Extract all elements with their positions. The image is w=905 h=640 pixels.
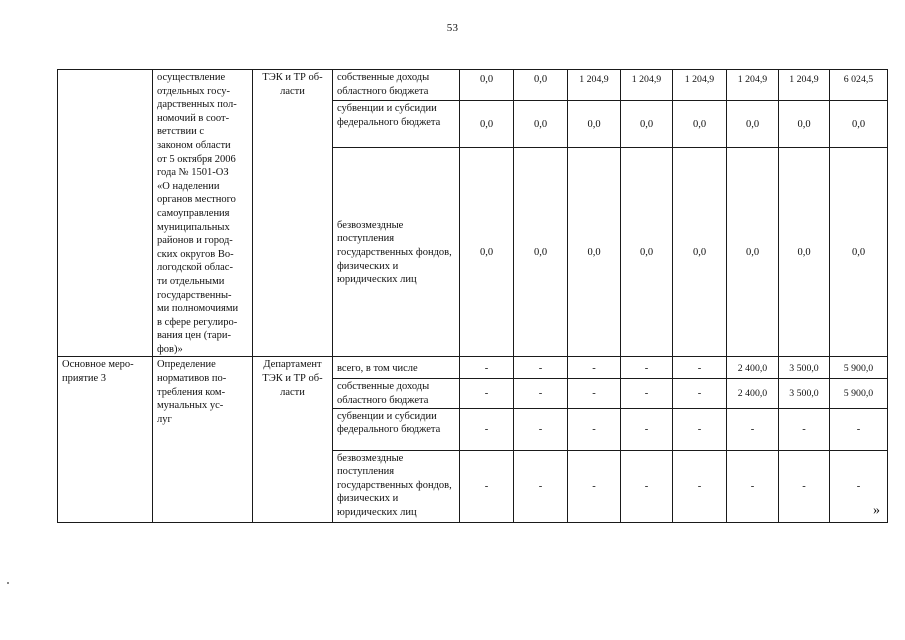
- value-cell: -: [514, 379, 568, 408]
- funding-source-cell: безвозмездные поступления государственных фондов, физических и юридических лиц: [333, 450, 460, 522]
- value-cell: -: [514, 357, 568, 379]
- value-cell: 0,0: [621, 148, 673, 357]
- value-cell: 0,0: [568, 148, 621, 357]
- value-cell: 0,0: [514, 101, 568, 148]
- value-cell: 1 204,9: [727, 70, 779, 101]
- value-cell: -: [779, 450, 830, 522]
- budget-table: [57, 69, 888, 523]
- funding-source-cell: субвенции и субсидии федерального бюджета: [333, 101, 460, 148]
- value-cell: -: [460, 379, 514, 408]
- executor-cell: Департамент ТЭК и ТР об- ласти: [253, 357, 333, 522]
- value-cell: 3 500,0: [779, 357, 830, 379]
- value-cell: -: [621, 450, 673, 522]
- activity-name-cell: [58, 70, 153, 357]
- value-cell: 1 204,9: [779, 70, 830, 101]
- value-cell: -: [830, 408, 888, 450]
- value-cell: 2 400,0: [727, 357, 779, 379]
- value-cell: 0,0: [727, 148, 779, 357]
- margin-dot: [7, 582, 9, 584]
- value-cell: 0,0: [727, 101, 779, 148]
- value-cell: 1 204,9: [621, 70, 673, 101]
- value-cell: -: [779, 408, 830, 450]
- value-cell: -: [673, 379, 727, 408]
- value-cell: -: [673, 450, 727, 522]
- value-cell: 6 024,5: [830, 70, 888, 101]
- value-cell: -: [830, 450, 888, 522]
- value-cell: 3 500,0: [779, 379, 830, 408]
- value-cell: 0,0: [830, 101, 888, 148]
- value-cell: 0,0: [673, 148, 727, 357]
- funding-source-cell: собственные доходы областного бюджета: [333, 70, 460, 101]
- value-cell: -: [568, 379, 621, 408]
- value-cell: -: [514, 408, 568, 450]
- activity-description-cell: осуществление отдельных госу- дарственных пол- номочий в соот- ветствии с законом области от 5 октября 2006 года № 1501-ОЗ «О наделении органов местного самоуправления муниципальных районов и город- ских округов Во- логодской облас- ти отдельными государственны- ми полномочиями в сфере регулиро- вания цен (тари- фов)»: [153, 70, 253, 357]
- value-cell: 1 204,9: [568, 70, 621, 101]
- value-cell: -: [727, 408, 779, 450]
- page-number: 53: [446, 22, 459, 34]
- value-cell: -: [621, 408, 673, 450]
- value-cell: 0,0: [830, 148, 888, 357]
- funding-source-cell: субвенции и субсидии федерального бюджета: [333, 408, 460, 450]
- value-cell: -: [460, 408, 514, 450]
- value-cell: 0,0: [568, 101, 621, 148]
- activity-name-cell: Основное меро- приятие 3: [58, 357, 153, 522]
- value-cell: 5 900,0: [830, 357, 888, 379]
- value-cell: -: [673, 357, 727, 379]
- value-cell: 5 900,0: [830, 379, 888, 408]
- value-cell: -: [727, 450, 779, 522]
- value-cell: -: [568, 450, 621, 522]
- value-cell: 0,0: [514, 148, 568, 357]
- value-cell: 0,0: [779, 101, 830, 148]
- value-cell: 2 400,0: [727, 379, 779, 408]
- value-cell: -: [514, 450, 568, 522]
- value-cell: 0,0: [779, 148, 830, 357]
- value-cell: 0,0: [460, 70, 514, 101]
- value-cell: -: [568, 408, 621, 450]
- table-row: [58, 357, 888, 379]
- value-cell: 0,0: [673, 101, 727, 148]
- funding-source-cell: всего, в том числе: [333, 357, 460, 379]
- value-cell: 1 204,9: [673, 70, 727, 101]
- value-cell: 0,0: [460, 101, 514, 148]
- table-row: [58, 70, 888, 101]
- value-cell: -: [621, 357, 673, 379]
- executor-cell: ТЭК и ТР об- ласти: [253, 70, 333, 357]
- value-cell: 0,0: [460, 148, 514, 357]
- value-cell: -: [460, 357, 514, 379]
- closing-quote: »: [873, 503, 880, 518]
- funding-source-cell: безвозмездные поступления государственных фондов, физических и юридических лиц: [333, 148, 460, 357]
- funding-source-cell: собственные доходы областного бюджета: [333, 379, 460, 408]
- value-cell: 0,0: [621, 101, 673, 148]
- value-cell: -: [460, 450, 514, 522]
- activity-description-cell: Определение нормативов по- требления ком- мунальных ус- луг: [153, 357, 253, 522]
- value-cell: -: [621, 379, 673, 408]
- value-cell: -: [673, 408, 727, 450]
- value-cell: 0,0: [514, 70, 568, 101]
- value-cell: -: [568, 357, 621, 379]
